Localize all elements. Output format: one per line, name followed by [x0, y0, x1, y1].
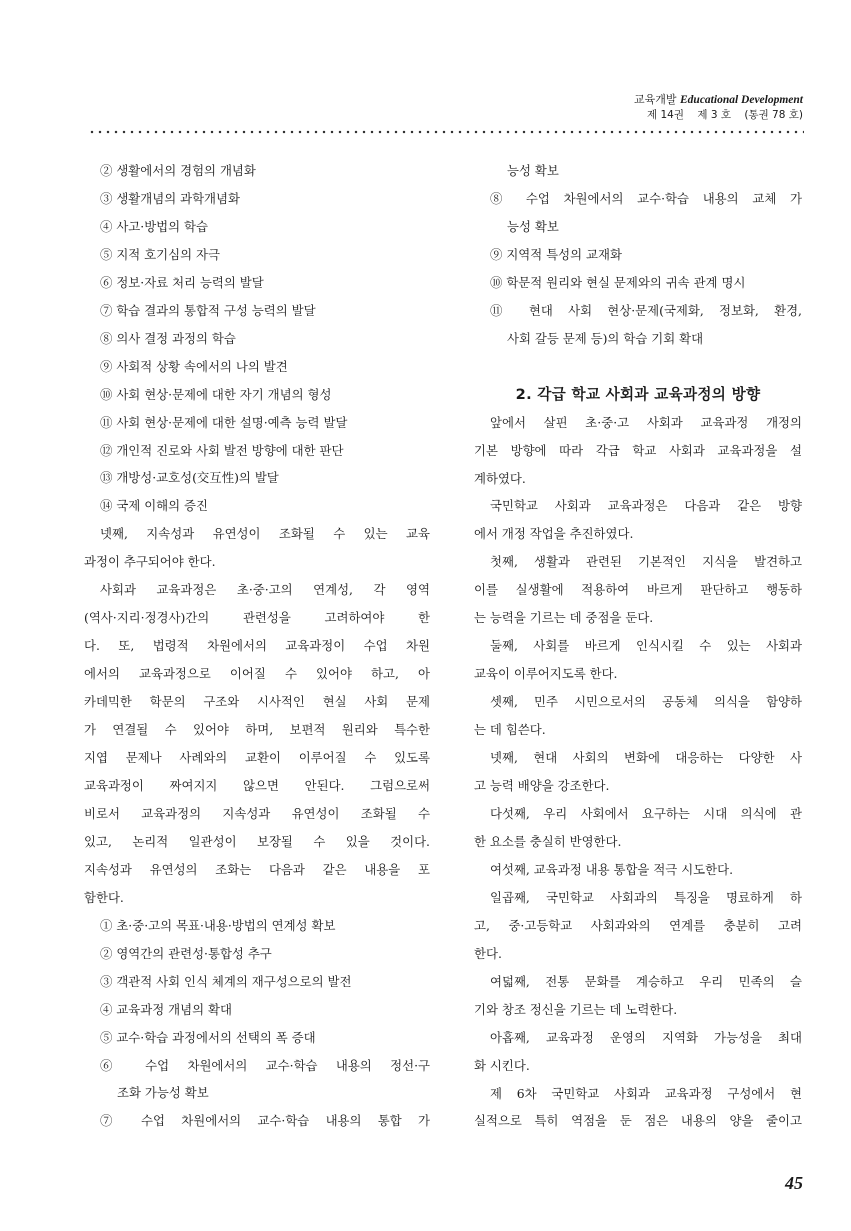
- text-line: 여섯째, 교육과정 내용 통합을 적극 시도한다.: [490, 861, 734, 877]
- text-line: ⑭ 국제 이해의 증진: [100, 498, 208, 514]
- text-line: 사회 갈등 문제 등)의 학습 기회 확대: [507, 330, 704, 346]
- text-line: ⑩ 사회 현상·문제에 대한 자기 개념의 형성: [100, 386, 332, 402]
- text-line: ⑥ 수업 차원에서의 교수·학습 내용의 정선·구: [100, 1057, 430, 1073]
- dotted-rule: [88, 129, 804, 135]
- text-line: 카데믹한 학문의 구조와 시사적인 현실 사회 문제: [84, 694, 430, 710]
- text-line: ⑨ 지역적 특성의 교재화: [490, 246, 622, 262]
- text-line: ⑪ 사회 현상·문제에 대한 설명·예측 능력 발달: [100, 414, 348, 430]
- text-line: 이를 실생활에 적용하여 바르게 판단하고 행동하: [474, 582, 802, 598]
- text-line: 넷째, 현대 사회의 변화에 대응하는 다양한 사: [490, 750, 802, 766]
- left-column: [84, 157, 430, 1135]
- text-line: ⑧ 의사 결정 과정의 학습: [100, 330, 236, 346]
- text-line: ⑪ 현대 사회 현상·문제(국제화, 정보화, 환경,: [490, 302, 802, 318]
- text-line: ③ 생활개념의 과학개념화: [100, 190, 240, 206]
- text-line: 한 요소를 충실히 반영한다.: [474, 833, 622, 849]
- text-line: 다. 또, 법령적 차원에서의 교육과정이 수업 차원: [84, 638, 430, 654]
- text-line: 여덟째, 전통 문화를 계승하고 우리 민족의 슬: [490, 973, 802, 989]
- text-line: ④ 사고·방법의 학습: [100, 218, 208, 234]
- text-line: ③ 객관적 사회 인식 체계의 재구성으로의 발전: [100, 973, 352, 989]
- text-line: 지엽 문제나 사례와의 교환이 이루어질 수 있도록: [84, 750, 430, 766]
- text-line: ⑦ 학습 결과의 통합적 구성 능력의 발달: [100, 302, 316, 318]
- journal-title-english: Educational Development: [680, 94, 803, 106]
- text-line: ⑦ 수업 차원에서의 교수·학습 내용의 통합 가: [100, 1113, 430, 1129]
- text-line: 에서 개정 작업을 추진하였다.: [474, 526, 634, 542]
- text-line: 일곱째, 국민학교 사회과의 특징을 명료하게 하: [490, 889, 802, 905]
- text-line: ⑫ 개인적 진로와 사회 발전 방향에 대한 판단: [100, 442, 344, 458]
- running-header: [634, 92, 803, 123]
- text-line: 제 6차 국민학교 사회과 교육과정 구성에서 현: [490, 1085, 802, 1101]
- text-line: 있고, 논리적 일관성이 보장될 수 있을 것이다.: [84, 833, 430, 849]
- text-line: 사회과 교육과정은 초·중·고의 연계성, 각 영역: [100, 582, 430, 598]
- right-column: [474, 157, 802, 1135]
- text-line: [474, 353, 802, 381]
- journal-title: [634, 92, 803, 108]
- text-line: 함한다.: [84, 889, 124, 905]
- text-line: 기와 창조 정신을 기르는 데 노력한다.: [474, 1001, 678, 1017]
- text-line: 계하였다.: [474, 470, 526, 486]
- text-line: ⑥ 정보·자료 처리 능력의 발달: [100, 274, 264, 290]
- section-heading: 2. 각급 학교 사회과 교육과정의 방향: [515, 385, 761, 403]
- text-line: 기본 방향에 따라 각급 학교 사회과 교육과정을 설: [474, 442, 802, 458]
- text-line: (역사·지리·정경사)간의 관련성을 고려하여야 한: [84, 610, 430, 626]
- text-line: ⑧ 수업 차원에서의 교수·학습 내용의 교체 가: [490, 190, 802, 206]
- text-line: 교육과정이 짜여지지 않으면 안된다. 그럼으로써: [84, 777, 430, 793]
- issue-info: 제 14권 제 3 호 (통권 78 호): [647, 109, 803, 121]
- text-line: ① 초·중·고의 목표·내용·방법의 연계성 확보: [100, 917, 336, 933]
- text-line: 셋째, 민주 시민으로서의 공동체 의식을 함양하: [490, 694, 802, 710]
- text-line: 교육이 이루어지도록 한다.: [474, 666, 618, 682]
- text-line: 넷째, 지속성과 유연성이 조화될 수 있는 교육: [100, 526, 430, 542]
- text-line: 화 시킨다.: [474, 1057, 530, 1073]
- text-line: 에서의 교육과정으로 이어질 수 있어야 하고, 아: [84, 666, 430, 682]
- text-line: ⑩ 학문적 원리와 현실 문제와의 귀속 관계 명시: [490, 274, 746, 290]
- text-line: ⑤ 지적 호기심의 자극: [100, 246, 220, 262]
- text-line: 고 능력 배양을 강조한다.: [474, 778, 610, 794]
- text-line: 는 데 힘쓴다.: [474, 722, 546, 738]
- text-line: 국민학교 사회과 교육과정은 다음과 같은 방향: [490, 498, 802, 514]
- text-line: 다섯째, 우리 사회에서 요구하는 시대 의식에 관: [490, 805, 802, 821]
- text-line: ② 생활에서의 경험의 개념화: [100, 163, 256, 178]
- text-line: 고, 중·고등학교 사회과와의 연계를 충분히 고려: [474, 917, 802, 933]
- text-line: 둘째, 사회를 바르게 인식시킬 수 있는 사회과: [490, 638, 802, 654]
- text-line: 첫째, 생활과 관련된 기본적인 지식을 발견하고: [490, 554, 802, 570]
- text-line: 는 능력을 기르는 데 중점을 둔다.: [474, 610, 654, 626]
- text-line: 과정이 추구되어야 한다.: [84, 554, 216, 570]
- text-line: 아홉째, 교육과정 운영의 지역화 가능성을 최대: [490, 1029, 802, 1045]
- text-line: 능성 확보: [507, 218, 559, 234]
- text-line: 실적으로 특히 역점을 둔 점은 내용의 양을 줄이고: [474, 1113, 802, 1129]
- text-line: 능성 확보: [507, 163, 559, 178]
- text-line: ④ 교육과정 개념의 확대: [100, 1001, 232, 1017]
- text-line: ⑨ 사회적 상황 속에서의 나의 발견: [100, 358, 288, 374]
- text-line: ⑤ 교수·학습 과정에서의 선택의 폭 증대: [100, 1029, 316, 1045]
- text-line: 조화 가능성 확보: [117, 1085, 209, 1101]
- text-line: 비로서 교육과정의 지속성과 유연성이 조화될 수: [84, 805, 430, 821]
- text-line: 한다.: [474, 945, 502, 961]
- text-line: 지속성과 유연성의 조화는 다음과 같은 내용을 포: [84, 861, 430, 877]
- journal-title-korean: 교육개발: [634, 93, 677, 106]
- text-line: ② 영역간의 관련성·통합성 추구: [100, 945, 272, 961]
- page-number: 45: [785, 1173, 803, 1193]
- text-line: ⑬ 개방성·교호성(交互性)의 발달: [100, 470, 279, 486]
- text-line: 가 연결될 수 있어야 하며, 보편적 원리와 특수한: [84, 722, 430, 738]
- text-line: 앞에서 살핀 초·중·고 사회과 교육과정 개정의: [490, 414, 802, 430]
